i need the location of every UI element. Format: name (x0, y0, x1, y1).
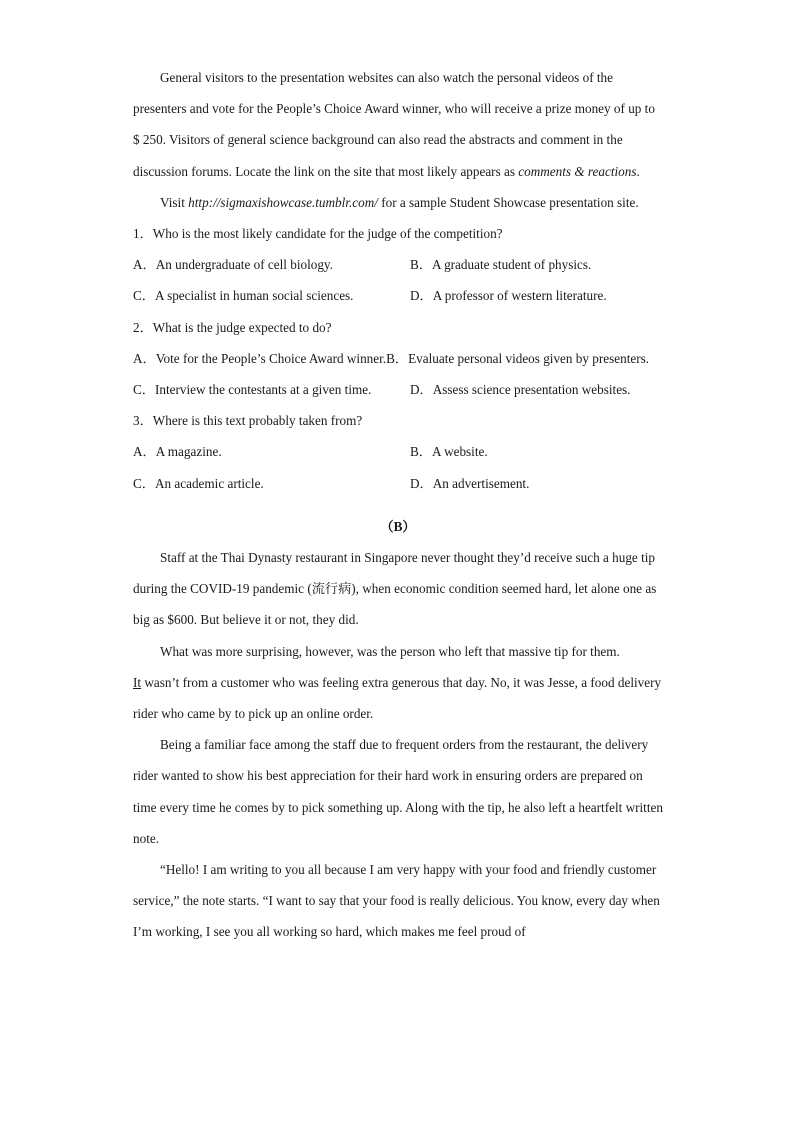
paragraph-visitors: General visitors to the presentation websites can also watch the personal videos of the presenters and vote for the People’s Choice Award winner, who will receive a prize money of up to $ 250. Visitors of general science background can also read the abstracts and comment in the discussion forums. Locate the link on the site that most likely appears as comments & reactions. (133, 70, 655, 179)
question-2-options-row-2 (133, 374, 663, 405)
q2-option-a: A．Vote for the People’s Choice Award winner. (133, 350, 387, 366)
question-2-options-row-1 (133, 343, 663, 374)
paragraph-b-2: What was more surprising, however, was the person who left that massive tip for them. (160, 643, 620, 659)
question-3-options-row-2 (133, 468, 663, 499)
underlined-it: It (133, 674, 142, 690)
comments-reactions-italic: comments & reactions (518, 163, 637, 179)
question-3-options-row-1 (133, 436, 663, 467)
paragraph-b-3: Being a familiar face among the staff due to frequent orders from the restaurant, the delivery rider wanted to show his best appreciation for their hard work in ensuring orders are prepared on time every time he comes by to pick something up. Along with the tip, he also left a heartfelt written note. (133, 737, 663, 846)
paragraph-b-4: “Hello! I am writing to you all because I am very happy with your food and friendly customer service,” the note starts. “I want to say that your food is really delicious. You know, every day when I’m working, I see you all working so hard, which makes me feel proud of (133, 862, 660, 940)
document-page (133, 62, 663, 948)
question-1-options-row-2 (133, 280, 663, 311)
q1-option-a: A．An undergraduate of cell biology. (133, 257, 333, 273)
q2-option-c: C．Interview the contestants at a given time. (133, 382, 372, 398)
q1-option-d: D．A professor of western literature. (410, 288, 607, 304)
paragraph-visit-link: Visit http://sigmaxishowcase.tumblr.com/ for a sample Student Showcase presentation site. (160, 194, 639, 210)
q2-option-d: D．Assess science presentation websites. (410, 382, 631, 398)
q1-option-b: B．A graduate student of physics. (410, 257, 592, 273)
paragraph-b-1: Staff at the Thai Dynasty restaurant in Singapore never thought they’d receive such a huge tip during the COVID-19 pandemic (流行病), when economic condition seemed hard, let alone one as big as $600. But believe it or not, they did. (133, 550, 657, 628)
question-2: 2．What is the judge expected to do? (133, 319, 332, 335)
showcase-url[interactable]: http://sigmaxishowcase.tumblr.com/ (188, 194, 378, 210)
question-3: 3．Where is this text probably taken from? (133, 413, 363, 429)
q3-option-d: D．An advertisement. (410, 475, 530, 491)
q2-option-b: B．Evaluate personal videos given by presenters. (386, 350, 650, 366)
question-1: 1．Who is the most likely candidate for the judge of the competition? (133, 226, 503, 242)
section-b-title: （B） (380, 518, 416, 534)
q3-option-b: B．A website. (410, 444, 488, 460)
q3-option-c: C．An academic article. (133, 475, 264, 491)
question-1-options-row-1 (133, 249, 663, 280)
q3-option-a: A．A magazine. (133, 444, 222, 460)
q1-option-c: C．A specialist in human social sciences. (133, 288, 354, 304)
paragraph-b-2-cont: It wasn’t from a customer who was feeling extra generous that day. No, it was Jesse, a food delivery rider who came by to pick up an online order. (133, 674, 662, 722)
